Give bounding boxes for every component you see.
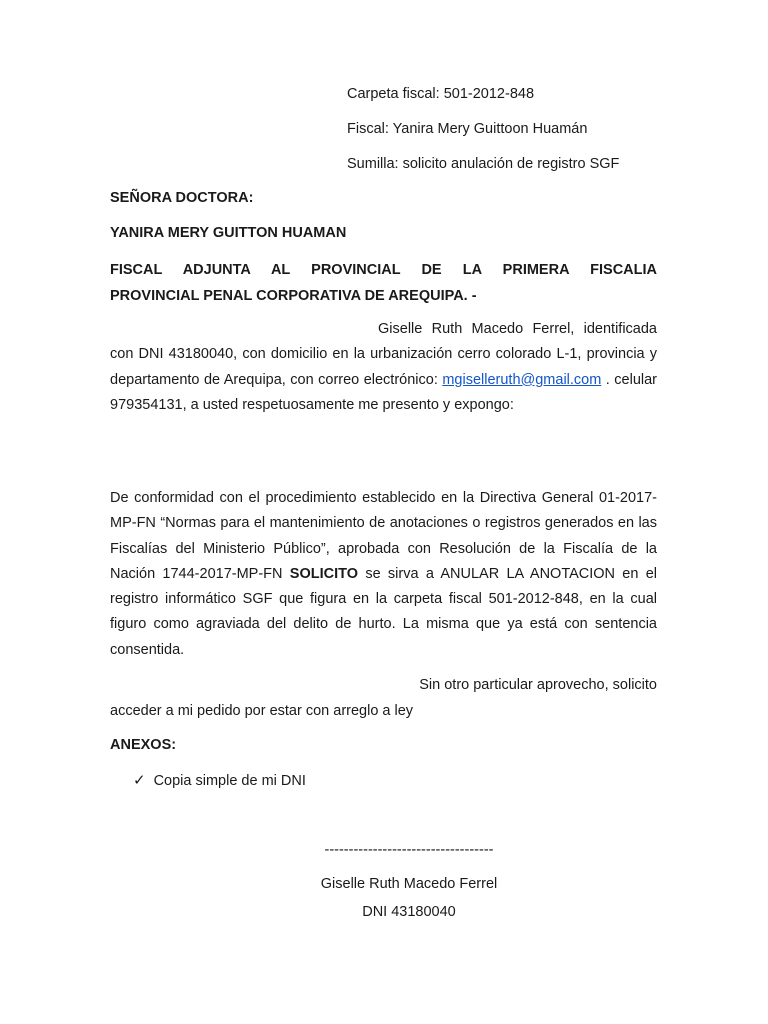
intro-paragraph (110, 317, 657, 418)
addressee-title-line-1: FISCAL ADJUNTA AL PROVINCIAL DE LA PRIMERA FISCALIA (110, 262, 657, 278)
body-bold-word: SOLICITO (289, 565, 359, 582)
addressee-title-line-2: PROVINCIAL PENAL CORPORATIVA DE AREQUIPA. - (110, 288, 477, 304)
signature-line: ----------------------------------- (324, 842, 494, 858)
prosecutor-line: Fiscal: Yanira Mery Guittoon Huamán (347, 121, 588, 137)
annex-item (133, 771, 306, 789)
greeting: SEÑORA DOCTORA: (110, 190, 254, 206)
closing-line-1: Sin otro particular aprovecho, solicito (419, 677, 657, 693)
signature-dni: DNI 43180040 (362, 904, 456, 920)
summary-line: Sumilla: solicito anulación de registro SGF (347, 156, 620, 172)
body-text: De conformidad con el procedimiento establecido en la Directiva General 01-2017-MP-FN “Normas para el mantenimiento de anotaciones o registros generados en las Fiscalías del Ministerio Público”, aprobada con Resolución de la Fiscalía de la Nación 1744-2017-MP-FN (110, 490, 657, 582)
annexes-heading: ANEXOS: (110, 737, 177, 753)
case-number: Carpeta fiscal: 501-2012-848 (347, 86, 535, 102)
checkmark-icon: ✓ (133, 772, 146, 789)
email-link[interactable]: mgiselleruth@gmail.com (442, 371, 602, 388)
intro-text-end: . celular 979354131, a usted respetuosamente me presento y expongo: (110, 371, 658, 413)
annex-item-label: Copia simple de mi DNI (153, 773, 306, 789)
body-paragraph (110, 486, 657, 663)
intro-text: Giselle Ruth Macedo Ferrel, identificada con DNI 43180040, con domicilio en la urbanización cerro colorado L-1, provincia y departamento de Arequipa, con correo electrónico: (110, 321, 657, 388)
addressee-title (110, 257, 657, 309)
closing-line-2: acceder a mi pedido por estar con arreglo a ley (110, 703, 414, 719)
body-text-end: se sirva a ANULAR LA ANOTACION en el registro informático SGF que figura en la carpeta fiscal 501-2012-848, en la cual figuro como agraviada del delito de hurto. La misma que ya está con sentencia consentida. (110, 565, 658, 658)
signature-name: Giselle Ruth Macedo Ferrel (320, 876, 498, 892)
addressee-name: YANIRA MERY GUITTON HUAMAN (110, 225, 347, 241)
